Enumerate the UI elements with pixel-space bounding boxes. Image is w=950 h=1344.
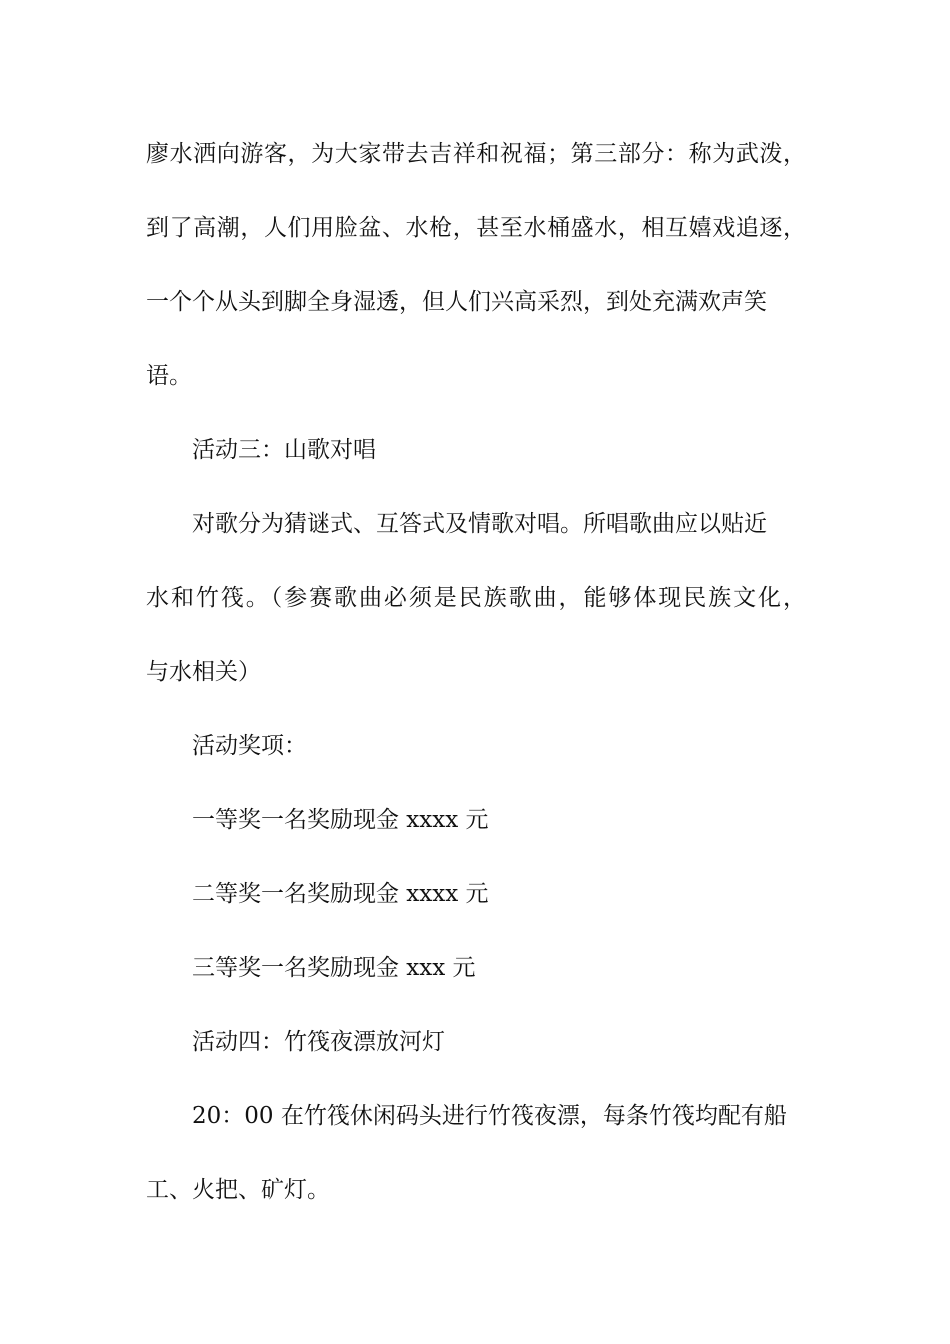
paragraph-line: 水和竹筏。（参赛歌曲必须是民族歌曲，能够体现民族文化，	[146, 585, 806, 611]
prize-item: 二等奖一名奖励现金 xxxx 元	[192, 881, 489, 907]
paragraph-line: 工、火把、矿灯。	[146, 1177, 330, 1203]
section-heading: 活动四：竹筏夜漂放河灯	[192, 1029, 445, 1055]
paragraph-line: 语。	[146, 363, 192, 389]
paragraph-line: 一个个从头到脚全身湿透，但人们兴高采烈，到处充满欢声笑	[146, 289, 767, 315]
section-heading: 活动奖项：	[192, 733, 307, 759]
paragraph-line: 20：00 在竹筏休闲码头进行竹筏夜漂，每条竹筏均配有船	[192, 1103, 787, 1129]
paragraph-line: 对歌分为猜谜式、互答式及情歌对唱。所唱歌曲应以贴近	[192, 511, 767, 537]
prize-item: 一等奖一名奖励现金 xxxx 元	[192, 807, 489, 833]
section-heading: 活动三：山歌对唱	[192, 437, 376, 463]
paragraph-line: 与水相关）	[146, 659, 261, 685]
paragraph-line: 廖水洒向游客，为大家带去吉祥和祝福；第三部分：称为武泼，	[146, 141, 806, 167]
paragraph-line: 到了高潮，人们用脸盆、水枪，甚至水桶盛水，相互嬉戏追逐，	[146, 215, 806, 241]
prize-item: 三等奖一名奖励现金 xxx 元	[192, 955, 476, 981]
